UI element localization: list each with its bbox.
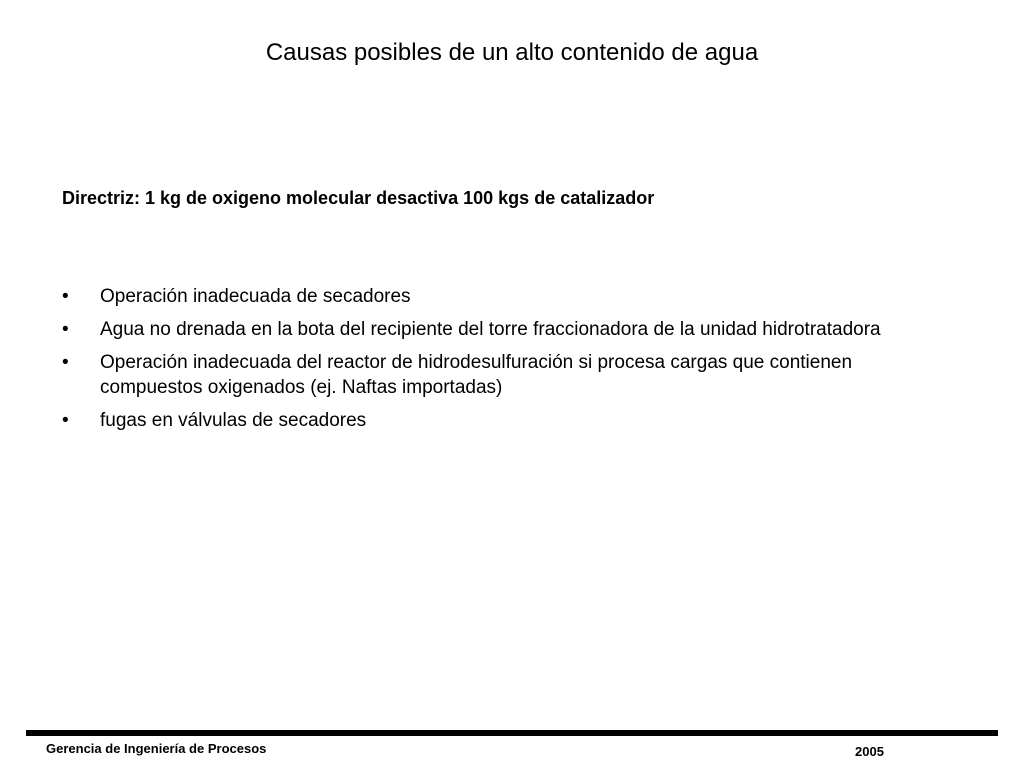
footer-organization: Gerencia de Ingeniería de Procesos xyxy=(46,741,267,756)
bullet-text: Agua no drenada en la bota del recipiente del torre fraccionadora de la unidad hidrotratadora xyxy=(100,319,881,340)
bullet-dot-icon: • xyxy=(62,319,69,340)
bullet-item xyxy=(62,317,942,342)
footer-year: 2005 xyxy=(855,744,884,759)
bullet-text: Operación inadecuada de secadores xyxy=(100,286,411,307)
bullet-list xyxy=(62,284,942,441)
bullet-dot-icon: • xyxy=(62,286,69,307)
bullet-text: fugas en válvulas de secadores xyxy=(100,410,367,431)
bullet-text: Operación inadecuada del reactor de hidrodesulfuración si procesa cargas que contienen compuestos oxigenados (ej. Naftas importadas) xyxy=(100,352,853,398)
bullet-dot-icon: • xyxy=(62,352,69,373)
footer-divider xyxy=(26,730,998,736)
bullet-dot-icon: • xyxy=(62,410,69,431)
bullet-item xyxy=(62,284,942,309)
guideline-text: Directriz: 1 kg de oxigeno molecular desactiva 100 kgs de catalizador xyxy=(62,188,655,208)
bullet-item xyxy=(62,408,942,433)
bullet-item xyxy=(62,350,942,400)
slide-title: Causas posibles de un alto contenido de agua xyxy=(265,39,759,66)
